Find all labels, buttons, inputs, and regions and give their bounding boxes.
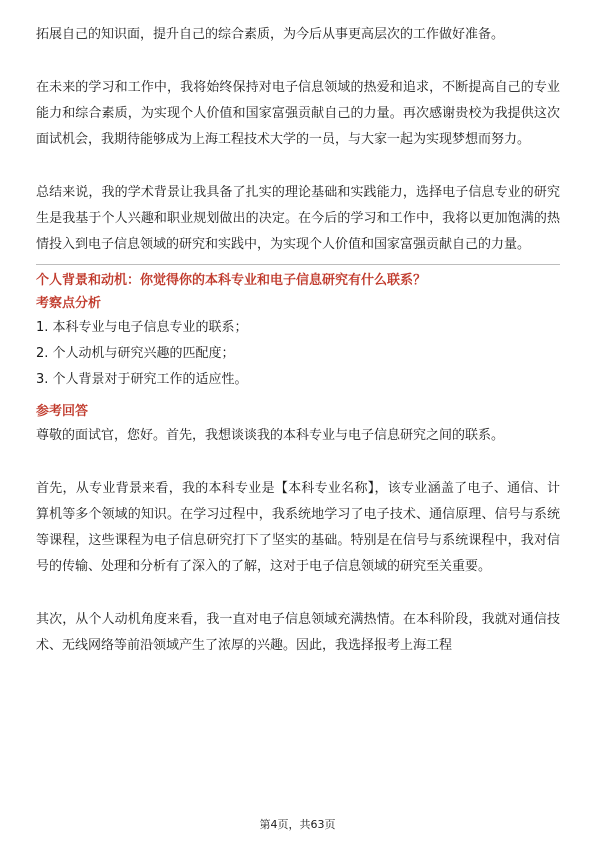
page-content (36, 22, 560, 659)
answer-heading: 参考回答 (36, 404, 89, 419)
analysis-item-3: 3. 个人背景对于研究工作的适应性。 (36, 372, 248, 387)
intro-paragraph-1: 拓展自己的知识面，提升自己的综合素质，为今后从事更高层次的工作做好准备。 (36, 27, 505, 42)
analysis-item-1: 1. 本科专业与电子信息专业的联系； (36, 320, 248, 335)
intro-paragraph-3: 总结来说，我的学术背景让我具备了扎实的理论基础和实践能力，选择电子信息专业的研究生是我基于个人兴趣和职业规划做出的决定。在今后的学习和工作中，我将以更加饱满的热情投入到电子信息领域的研究和实践中，为实现个人价值和国家富强贡献自己的力量。 (36, 185, 560, 252)
analysis-heading: 考察点分析 (36, 296, 102, 311)
page-number: 第4页，共63页 (259, 818, 336, 831)
intro-paragraph-2: 在未来的学习和工作中，我将始终保持对电子信息领域的热爱和追求，不断提高自己的专业能力和综合素质，为实现个人价值和国家富强贡献自己的力量。再次感谢贵校为我提供这次面试机会，我期待能够成为上海工程技术大学的一员，与大家一起为实现梦想而努力。 (36, 80, 560, 147)
answer-paragraph-2: 首先，从专业背景来看，我的本科专业是【本科专业名称】，该专业涵盖了电子、通信、计算机等多个领域的知识。在学习过程中，我系统地学习了电子技术、通信原理、信号与系统等课程，这些课程为电子信息研究打下了坚实的基础。特别是在信号与系统课程中，我对信号的传输、处理和分析有了深入的了解，这对于电子信息领域的研究至关重要。 (36, 481, 560, 574)
section-divider (36, 264, 560, 265)
analysis-item-2: 2. 个人动机与研究兴趣的匹配度； (36, 346, 235, 361)
question-heading: 个人背景和动机：你觉得你的本科专业和电子信息研究有什么联系？ (36, 273, 427, 288)
answer-paragraph-3: 其次，从个人动机角度来看，我一直对电子信息领域充满热情。在本科阶段，我就对通信技术、无线网络等前沿领域产生了浓厚的兴趣。因此，我选择报考上海工程 (36, 612, 560, 653)
answer-paragraph-1: 尊敬的面试官，您好。首先，我想谈谈我的本科专业与电子信息研究之间的联系。 (36, 428, 505, 443)
